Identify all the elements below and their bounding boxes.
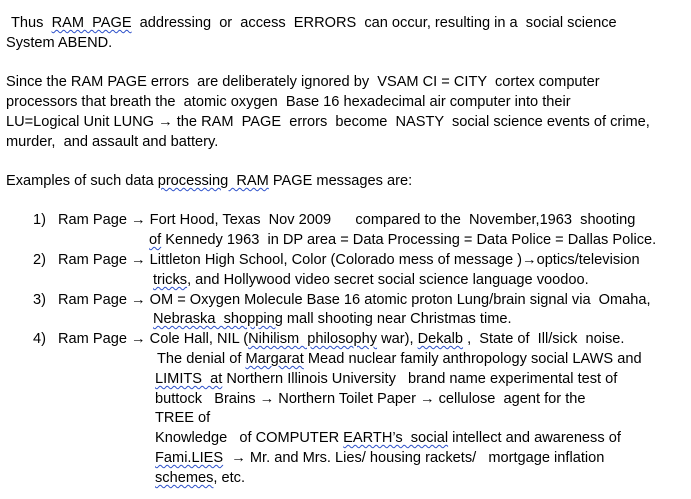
spellcheck-flagged-text: Dekalb (417, 331, 464, 347)
text: optics/television (536, 252, 640, 268)
right-arrow-icon: → (231, 450, 246, 466)
text: mall shooting near Christmas time. (282, 311, 512, 327)
text: Northern Illinois University brand name experimental test of (222, 371, 618, 387)
right-arrow-icon: → (158, 114, 173, 130)
text: cellulose agent for the (434, 391, 586, 407)
text: PAGE messages are: (268, 173, 413, 189)
item-label: Ram Page (58, 331, 132, 347)
text: Littleton High School, Color (Colorado mess of message ) (145, 252, 522, 268)
text: Cole Hall, NIL ( (145, 331, 249, 347)
text: Mr. and Mrs. Lies/ housing rackets/ mortgage inflation (245, 450, 605, 466)
paragraph-2-line-1: Since the RAM PAGE errors are deliberately ignored by VSAM CI = CITY cortex computer (6, 74, 600, 90)
spellcheck-flagged-text: Nihilism philosophy (248, 331, 378, 347)
item-line-2 (153, 309, 512, 329)
text: Thus (11, 15, 52, 31)
text: , and Hollywood video secret social science language voodoo. (187, 272, 589, 288)
item-line-5: TREE of (155, 410, 211, 426)
text: Fort Hood, Texas Nov 2009 compared to the November,1963 shooting (145, 212, 636, 228)
text: LU=Logical Unit LUNG (6, 114, 159, 130)
text: addressing or access ERRORS can occur, resulting in a social science (131, 15, 617, 31)
paragraph-2-line-3 (6, 112, 650, 132)
item-number: 3) (33, 292, 46, 308)
item-line-7 (155, 448, 604, 468)
text: Northern Toilet Paper (274, 391, 420, 407)
text: Examples of such data (6, 173, 158, 189)
text: intellect and awareness of (448, 430, 621, 446)
text: Kennedy 1963 in DP area = Data Processing = Data Police = Dallas Police. (161, 232, 657, 248)
text: The denial of (157, 351, 246, 367)
text: Mead nuclear family anthropology social LAWS and (303, 351, 642, 367)
paragraph-1-line-1 (11, 13, 617, 33)
item-line-3 (155, 369, 617, 389)
spellcheck-flagged-text: Nebraska shopping (153, 311, 283, 327)
right-arrow-icon: → (521, 252, 537, 268)
item-label: Ram Page (58, 212, 132, 228)
text: OM = Oxygen Molecule Base 16 atomic proton Lung/brain signal via Omaha, (145, 292, 651, 308)
item-line-2 (149, 230, 656, 250)
spellcheck-flagged-text: EARTH’s social (343, 430, 449, 446)
spellcheck-flagged-text: processing RAM (157, 173, 269, 189)
text: , etc. (213, 470, 246, 486)
item-label: Ram Page (58, 292, 132, 308)
spellcheck-flagged-text: of (149, 232, 162, 248)
examples-heading (6, 171, 412, 191)
item-line-4 (155, 389, 585, 409)
item-line-1 (58, 329, 624, 349)
item-line-8 (155, 468, 245, 488)
spellcheck-flagged-text: tricks (153, 272, 188, 288)
item-line-1 (58, 250, 640, 270)
text: the RAM PAGE errors become NASTY social science events of crime, (172, 114, 650, 130)
right-arrow-icon: → (131, 292, 146, 308)
item-line-1 (58, 290, 651, 310)
item-number: 1) (33, 212, 46, 228)
item-line-2 (153, 270, 589, 290)
right-arrow-icon: → (131, 331, 146, 347)
right-arrow-icon: → (259, 391, 275, 407)
text: buttock Brains (155, 391, 260, 407)
item-number: 2) (33, 252, 46, 268)
spellcheck-flagged-text: schemes (155, 470, 214, 486)
right-arrow-icon: → (419, 391, 435, 407)
paragraph-2-line-4: murder, and assault and battery. (6, 134, 219, 150)
spellcheck-flagged-text: LIMITS at (155, 371, 223, 387)
item-label: Ram Page (58, 252, 132, 268)
paragraph-2-line-2: processors that breath the atomic oxygen Base 16 hexadecimal air computer into their (6, 94, 571, 110)
spellcheck-flagged-text: Fami.LIES (155, 450, 224, 466)
spellcheck-flagged-text: Margarat (245, 351, 304, 367)
right-arrow-icon: → (131, 252, 146, 268)
right-arrow-icon: → (131, 212, 146, 228)
item-number: 4) (33, 331, 46, 347)
text: Knowledge of COMPUTER (155, 430, 344, 446)
item-line-6 (155, 428, 621, 448)
item-line-2 (157, 349, 642, 369)
item-line-1 (58, 210, 635, 230)
text: war), (377, 331, 418, 347)
text: , State of Ill/sick noise. (463, 331, 625, 347)
paragraph-1-line-2: System ABEND. (6, 35, 113, 51)
spellcheck-flagged-text: RAM PAGE (51, 15, 132, 31)
